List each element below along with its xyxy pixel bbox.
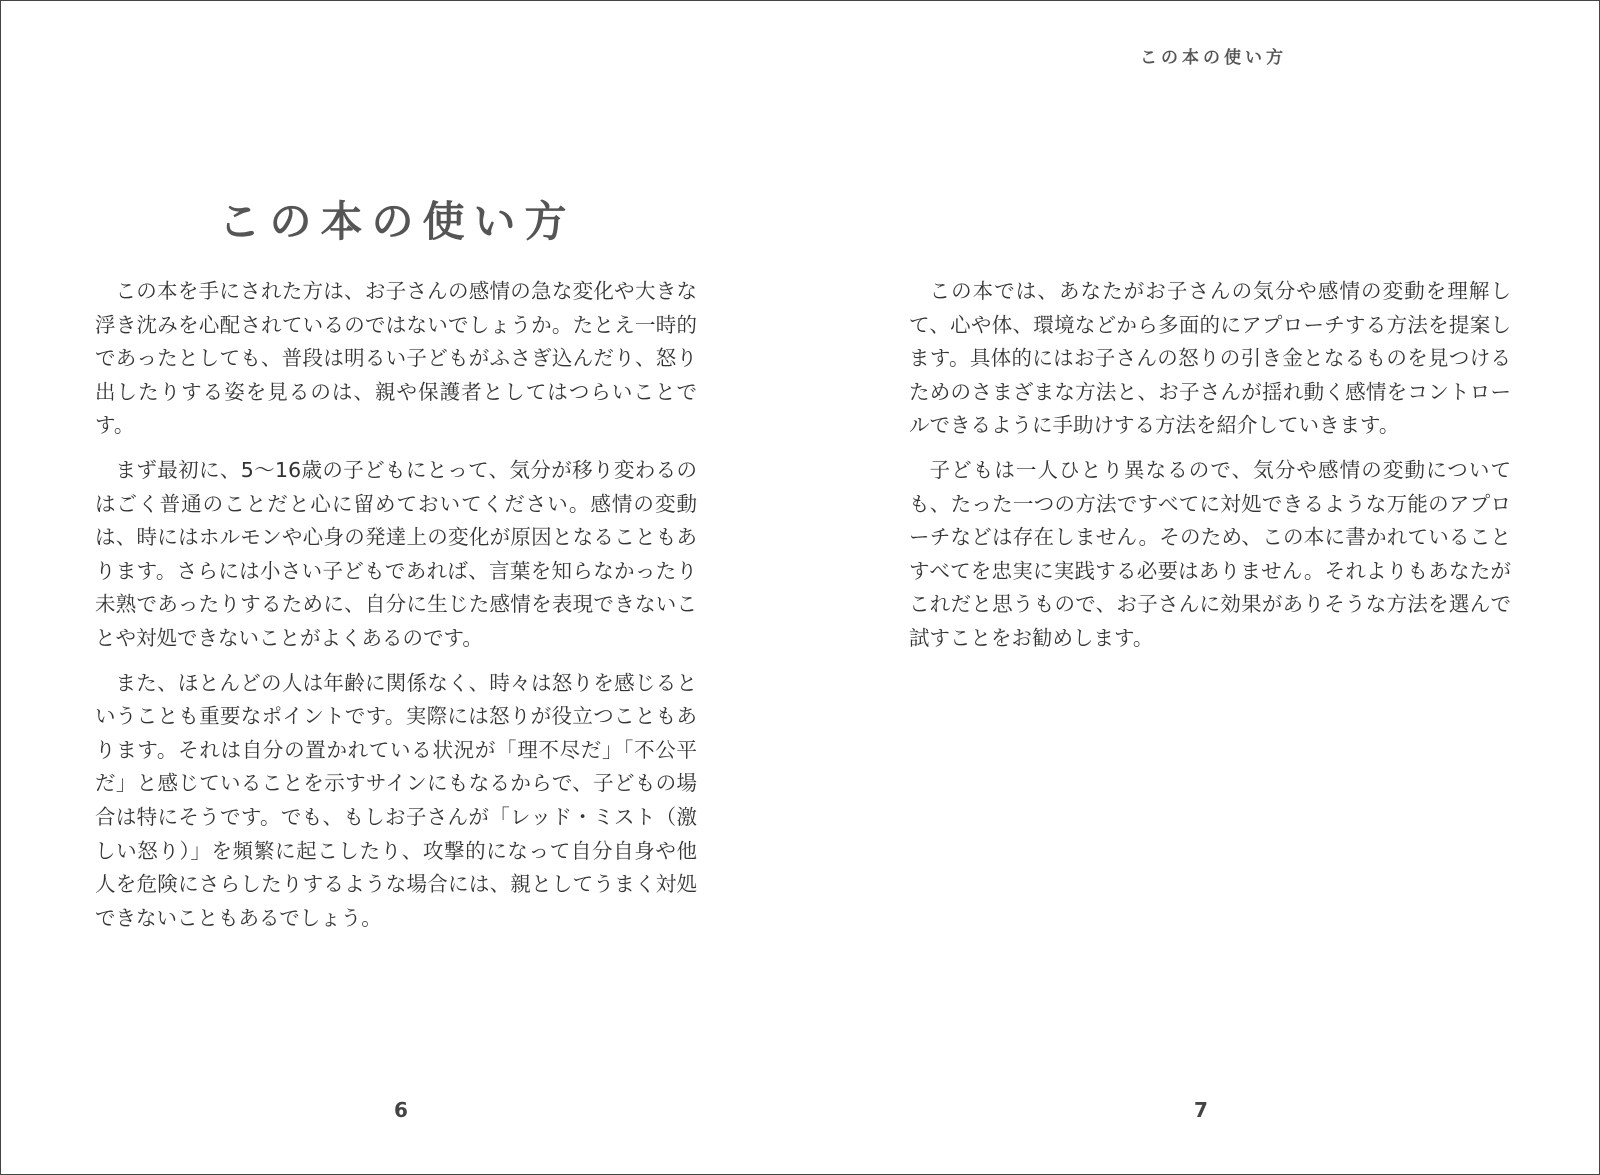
paragraph: まず最初に、5〜16歳の子どもにとって、気分が移り変わるのはごく普通のことだと心に留めておいてください。感情の変動は、時にはホルモンや心身の発達上の変化が原因となることもあります。さらには小さい子どもであれば、言葉を知らなかったり未熟であったりするために、自分に生じた感情を表現できないことや対処できないことがよくあるのです。 [95,457,697,650]
paragraph: 子どもは一人ひとり異なるので、気分や感情の変動についても、たった一つの方法ですべてに対処できるような万能のアプローチなどは存在しません。そのため、この本に書かれていることすべてを忠実に実践する必要はありません。それよりもあなたがこれだと思うもので、お子さんに効果がありそうな方法を選んで試すことをお勧めします。 [909,457,1511,650]
right-body-text [909,275,1511,667]
left-body-text [95,275,697,946]
chapter-title: この本の使い方 [218,197,576,246]
left-page [1,1,801,1174]
right-page [801,1,1600,1174]
page-number: 6 [394,1098,408,1122]
running-head: この本の使い方 [1140,48,1287,68]
page-number: 7 [1194,1098,1208,1122]
paragraph: この本では、あなたがお子さんの気分や感情の変動を理解して、心や体、環境などから多面的にアプローチする方法を提案します。具体的にはお子さんの怒りの引き金となるものを見つけるためのさまざまな方法と、お子さんが揺れ動く感情をコントロールできるように手助けする方法を紹介していきます。 [909,279,1511,438]
paragraph: この本を手にされた方は、お子さんの感情の急な変化や大きな浮き沈みを心配されているのではないでしょうか。たとえ一時的であったとしても、普段は明るい子どもがふさぎ込んだり、怒り出したりする姿を見るのは、親や保護者としてはつらいことです。 [95,279,697,438]
paragraph: また、ほとんどの人は年齢に関係なく、時々は怒りを感じるということも重要なポイントです。実際には怒りが役立つこともあります。それは自分の置かれている状況が「理不尽だ」「不公平だ」と感じていることを示すサインにもなるからで、子どもの場合は特にそうです。でも、もしお子さんが「レッド・ミスト（激しい怒り）」を頻繁に起こしたり、攻撃的になって自分自身や他人を危険にさらしたりするような場合には、親としてうまく対処できないこともあるでしょう。 [95,670,697,930]
